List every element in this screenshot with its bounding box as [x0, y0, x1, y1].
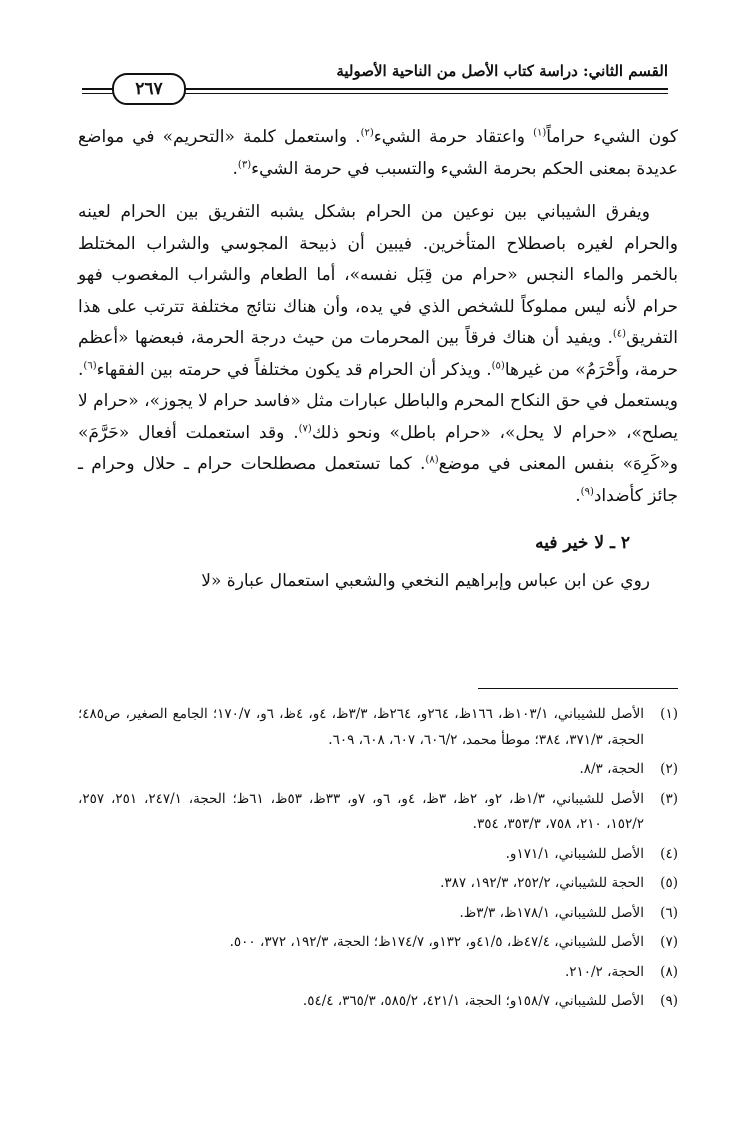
footnote-item [78, 871, 678, 897]
footnote-text: الحجة للشيباني، ٢٥٢/٢، ١٩٢/٣، ٣٨٧. [440, 875, 644, 891]
p1-text-d: . [232, 158, 238, 179]
footnote-text: الأصل للشيباني، ١/٣ظ، ٢و، ٢ظ، ٣ظ، ٤و، ٦و، ٧و، ٣٣ظ، ٥٣ظ، ٦١ظ؛ الحجة، ٢٤٧/١، ٢٥١، ٢٥٧، ١٥٢/٢، ٢١٠، ٧٥٨، ٣٥٣/٣، ٣٥٤. [78, 790, 645, 832]
footnote-ref-5[interactable]: (٥) [491, 359, 505, 371]
p2-text-c: . ويذكر أن الحرام قد يكون مختلفاً في حرمته بين الفقهاء [96, 359, 492, 380]
footnote-ref-7[interactable]: (٧) [298, 422, 312, 434]
page-number: ٢٦٧ [112, 73, 186, 105]
paragraph-2 [78, 197, 678, 512]
footnote-item [78, 960, 678, 986]
p2-text-d: . ويستعمل في حق النكاح المحرم والباطل عبارات مثل «فاسد حرام لا يجوز»، «حرام لا يصلح»، «حرام لا يحل»، «حرام باطل» ونحو ذلك [78, 359, 678, 443]
section-heading: ٢ ـ لا خير فيه [535, 533, 630, 553]
footnote-ref-4[interactable]: (٤) [612, 328, 627, 340]
footnote-item [78, 930, 678, 956]
footnote-separator [478, 688, 678, 689]
footnote-text: الحجة، ٢١٠/٢. [564, 963, 644, 980]
footnote-item [78, 842, 678, 868]
paragraph-3: روي عن ابن عباس وإبراهيم النخعي والشعبي استعمال عبارة «لا [201, 570, 650, 591]
footnote-number: (١) [660, 706, 678, 722]
running-header [82, 62, 668, 99]
p1-text-b: واعتقاد حرمة الشيء [373, 127, 534, 147]
footnote-number: (٨) [660, 963, 678, 980]
footnote-ref-8[interactable]: (٨) [425, 454, 439, 466]
footnote-ref-2[interactable]: (٢) [360, 127, 374, 139]
footnote-number: (٦) [660, 904, 678, 921]
footnote-item [78, 787, 678, 838]
footnote-number: (٩) [660, 993, 678, 1009]
footnote-ref-3[interactable]: (٣) [237, 158, 252, 170]
footnote-number: (٣) [660, 790, 678, 807]
footnote-item [78, 757, 678, 783]
footnote-item [78, 901, 678, 927]
footnote-ref-6[interactable]: (٦) [83, 359, 97, 371]
footnote-item [78, 702, 678, 753]
footnote-text: الحجة، ٨/٣. [579, 761, 644, 777]
p2-text-g: . [575, 485, 581, 506]
footnote-number: (٢) [660, 761, 678, 777]
paragraph-1 [78, 122, 678, 185]
footnote-ref-1[interactable]: (١) [533, 127, 547, 139]
main-text [78, 122, 678, 597]
p1-text-c: . واستعمل كلمة «التحريم» في مواضع عديدة بمعنى الحكم بحرمة الشيء والتسبب في حرمة الشيء [78, 127, 678, 179]
footnote-text: الأصل للشيباني، ١٠٣/١ظ، ١٦٦ظ، ٢٦٤و، ٢٦٤ظ، ٣/٣ظ، ٤و، ٤ظ، ٦و، ١٧٠/٧؛ الجامع الصغير، ص٤٨٥؛ الحجة، ٣٧١/٣، ٣٨٤؛ موطأ محمد، ٦٠٦/٢، ٦٠٧، ٦٠٨، ٦٠٩. [78, 706, 645, 748]
footnote-number: (٤) [660, 845, 678, 862]
footnote-text: الأصل للشيباني، ١٧١/١و. [505, 845, 644, 862]
footnote-number: (٧) [660, 934, 678, 950]
p2-text-a: ويفرق الشيباني بين نوعين من الحرام بشكل يشبه التفريق بين الحرام لعينه والحرام لغيره باصطلاح المتأخرين. فيبين أن ذبيحة المجوسي والشراب المختلط بالخمر والماء النجس «حرام من قِبَل نفسه»، أما الطعام والشراب المغصوب فهو حرام لأنه ليس مملوكاً للشخص الذي في يده، وأن هناك نتائج مختلفة تترتب على هذا التفريق [78, 202, 678, 348]
running-title: القسم الثاني: دراسة كتاب الأصل من الناحية الأصولية [336, 62, 668, 80]
footnote-text: الأصل للشيباني، ١٧٨/١ظ، ٣/٣ظ. [459, 904, 644, 921]
p2-text-f: . كما تستعمل مصطلحات حرام ـ حلال وحرام ـ جائز كأضداد [78, 454, 678, 506]
footnotes [78, 702, 678, 1019]
footnote-text: الأصل للشيباني، ٤٧/٤ظ، ٤١/٥و، ١٣٢و، ١٧٤/٧ظ؛ الحجة، ١٩٢/٣، ٣٧٢، ٥٠٠. [229, 934, 644, 950]
footnote-ref-9[interactable]: (٩) [580, 485, 594, 497]
p1-text-a: كون الشيء حراماً [546, 127, 679, 147]
p2-text-e: . وقد استعملت أفعال «حَرَّمَ» و«كَرِهَ» بنفس المعنى في موضع [78, 422, 678, 474]
footnote-text: الأصل للشيباني، ١٥٨/٧و؛ الحجة، ٤٢١/١، ٥٨٥/٢، ٣٦٥/٣، ٥٤/٤. [302, 993, 644, 1009]
p2-text-b: . ويفيد أن هناك فرقاً بين المحرمات من حيث درجة الحرمة، فبعضها «أعظم حرمة، وأَحْرَمُ» من غيرها [78, 328, 678, 380]
footnote-number: (٥) [660, 875, 678, 891]
footnote-item [78, 989, 678, 1015]
